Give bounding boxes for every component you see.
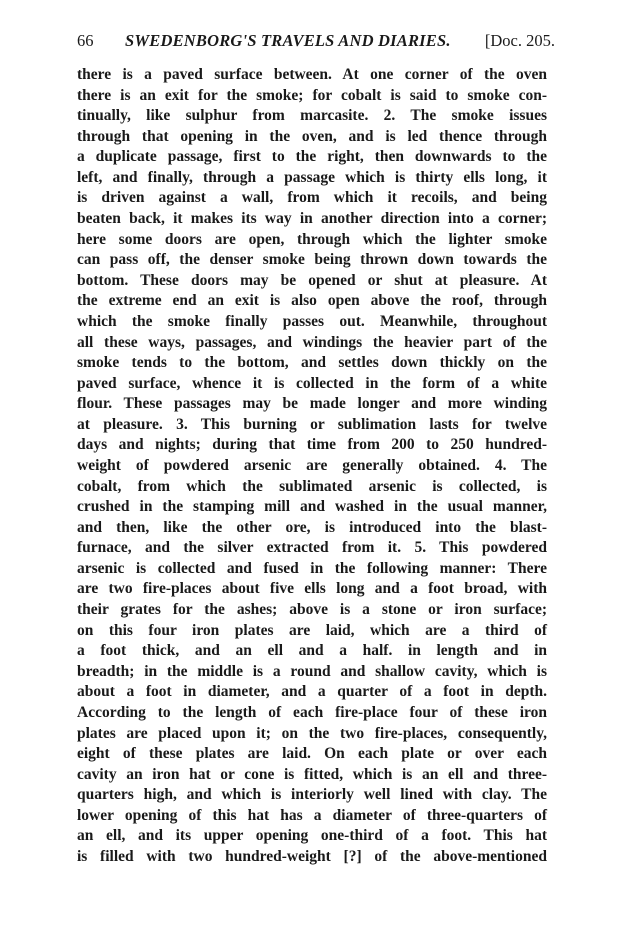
text-line: cobalt, from which the sublimated arsenic is collected, is: [77, 477, 547, 495]
text-line: cavity an iron hat or cone is fitted, which is an ell and three-: [77, 765, 547, 783]
text-line: a duplicate passage, first to the right, then downwards to the: [77, 148, 547, 166]
text-line: smoke tends to the bottom, and settles down thickly on the: [77, 354, 547, 372]
text-line: bottom. These doors may be opened or shut at pleasure. At: [77, 271, 547, 289]
text-line: an ell, and its upper opening one-third of a foot. This hat: [77, 827, 547, 845]
text-line: a foot thick, and an ell and a half. in length and in: [77, 642, 547, 660]
text-line: at pleasure. 3. This burning or sublimation lasts for twelve: [77, 415, 547, 433]
text-line: can pass off, the denser smoke being thrown down towards the: [77, 251, 547, 269]
page-number: 66: [77, 31, 94, 50]
text-line: the extreme end an exit is also open above the roof, through: [77, 292, 547, 310]
text-line: beaten back, it makes its way in another direction into a corner;: [77, 210, 547, 228]
text-line: through that opening in the oven, and is led thence through: [77, 127, 547, 145]
text-line: furnace, and the silver extracted from it. 5. This powdered: [77, 539, 547, 557]
running-title: SWEDENBORG'S TRAVELS AND DIARIES.: [125, 31, 451, 50]
text-line: and then, like the other ore, is introduced into the blast-: [77, 518, 547, 536]
text-line: here some doors are open, through which the lighter smoke: [77, 230, 547, 248]
text-line: quarters high, and which is interiorly well lined with clay. The: [77, 786, 547, 804]
text-line: on this four iron plates are laid, which are a third of: [77, 621, 547, 639]
text-line: plates are placed upon it; on the two fire-places, consequently,: [77, 724, 547, 742]
text-line: are two fire-places about five ells long and a foot broad, with: [77, 580, 547, 598]
text-line: days and nights; during that time from 200 to 250 hundred-: [77, 436, 547, 454]
text-line: their grates for the ashes; above is a stone or iron surface;: [77, 601, 547, 619]
text-line: paved surface, whence it is collected in the form of a white: [77, 374, 547, 392]
text-line: there is an exit for the smoke; for cobalt is said to smoke con-: [77, 86, 547, 104]
document-reference: [Doc. 205.: [484, 31, 555, 50]
text-line: there is a paved surface between. At one corner of the oven: [77, 66, 547, 83]
text-line: arsenic is collected and fused in the following manner: There: [77, 559, 547, 577]
text-line: eight of these plates are laid. On each plate or over each: [77, 745, 547, 763]
text-line: tinually, like sulphur from marcasite. 2. The smoke issues: [77, 107, 547, 125]
text-line: left, and finally, through a passage which is thirty ells long, it: [77, 168, 547, 186]
text-line: According to the length of each fire-place four of these iron: [77, 703, 547, 721]
text-line: lower opening of this hat has a diameter of three-quarters of: [77, 806, 547, 824]
text-line: is filled with two hundred-weight [?] of the above-mentioned: [77, 847, 547, 865]
text-line: about a foot in diameter, and a quarter of a foot in depth.: [77, 683, 547, 701]
body-text: [77, 65, 547, 868]
text-line: all these ways, passages, and windings the heavier part of the: [77, 333, 547, 351]
running-head: [77, 30, 555, 52]
text-line: breadth; in the middle is a round and shallow cavity, which is: [77, 662, 547, 680]
text-line: weight of powdered arsenic are generally obtained. 4. The: [77, 456, 547, 474]
text-line: which the smoke finally passes out. Meanwhile, throughout: [77, 312, 547, 330]
text-line: crushed in the stamping mill and washed in the usual manner,: [77, 498, 547, 516]
text-line: flour. These passages may be made longer and more winding: [77, 395, 547, 413]
text-line: is driven against a wall, from which it recoils, and being: [77, 189, 547, 207]
